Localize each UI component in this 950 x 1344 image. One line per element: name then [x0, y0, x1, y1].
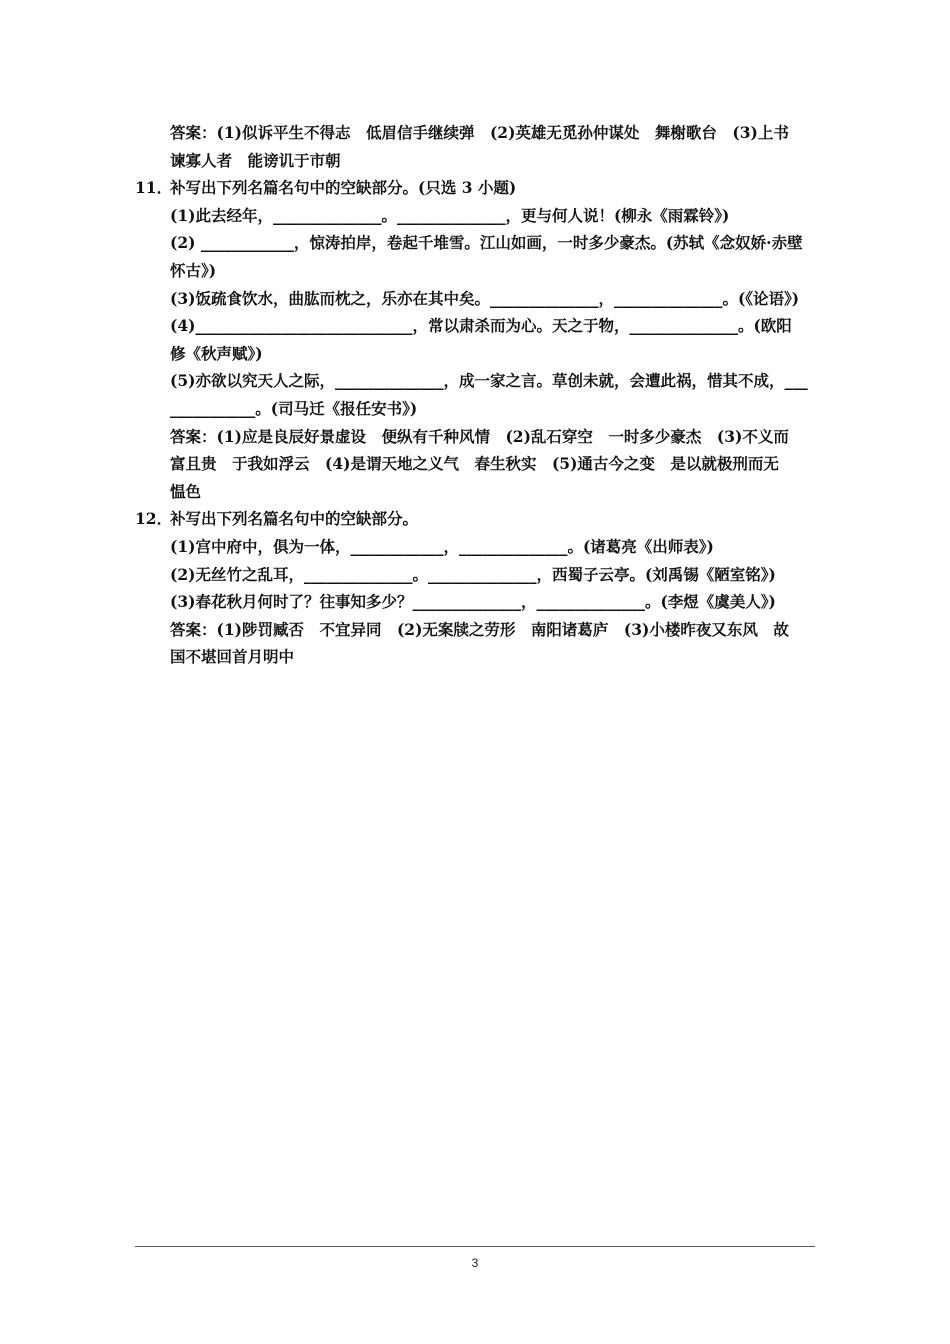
document-body: [135, 119, 815, 671]
answer-line: 国不堪回首月明中: [170, 647, 295, 667]
question-item: ___________。(司马迁《报任安书》): [170, 398, 418, 418]
question-item: (1)此去经年，______________。______________，更与何人说！(柳永《雨霖铃》): [170, 205, 730, 225]
footer-divider: [135, 1246, 815, 1247]
answer-line: 谏寡人者 能谤讥于市朝: [170, 150, 341, 170]
question-item: (2) ____________，惊涛拍岸，卷起千堆雪。江山如画，一时多少豪杰。(苏轼《念奴娇·赤壁: [170, 233, 803, 253]
question-item: 修《秋声赋》): [170, 343, 263, 363]
answer-line: 答案：(1)似诉平生不得志 低眉信手继续弹 (2)英雄无觅孙仲谋处 舞榭歌台 (3)上书: [170, 123, 789, 142]
question-12-heading: [135, 505, 815, 533]
question-item: (1)宫中府中，俱为一体，____________，______________。(诸葛亮《出师表》): [170, 536, 714, 556]
page-number: 3: [471, 1256, 479, 1270]
question-item: (5)亦欲以究天人之际，______________，成一家之言。草创未就，会遭此祸，惜其不成，___: [170, 371, 808, 391]
question-item: (3)饭疏食饮水，曲肱而枕之，乐亦在其中矣。______________，______________。(《论语》): [170, 288, 800, 308]
question-text: 补写出下列名篇名句中的空缺部分。(只选 3 小题): [170, 178, 517, 198]
answer-line: 答案：(1)应是良辰好景虚设 便纵有千种风情 (2)乱石穿空 一时多少豪杰 (3)不义而: [170, 426, 789, 446]
question-item: (4)____________________________，常以肃杀而为心。天之于物，______________。(欧阳: [170, 316, 792, 336]
answer-line: 答案：(1)陟罚臧否 不宜异同 (2)无案牍之劳形 南阳诸葛庐 (3)小楼昨夜又东风 故: [170, 619, 789, 639]
question-number: 11．: [135, 178, 173, 198]
question-number: 12．: [135, 509, 173, 529]
question-item: 怀古》): [170, 260, 217, 280]
answer-line: 愠色: [170, 481, 202, 501]
question-11-heading: [135, 174, 815, 202]
answer-line: 富且贵 于我如浮云 (4)是谓天地之义气 春生秋实 (5)通古今之变 是以就极刑而无: [170, 454, 779, 474]
question-item: (3)春花秋月何时了？往事知多少？______________，______________。(李煜《虞美人》): [170, 592, 776, 612]
question-text: 补写出下列名篇名句中的空缺部分。: [170, 509, 419, 529]
question-item: (2)无丝竹之乱耳，______________。______________，西蜀子云亭。(刘禹锡《陋室铭》): [170, 564, 776, 584]
